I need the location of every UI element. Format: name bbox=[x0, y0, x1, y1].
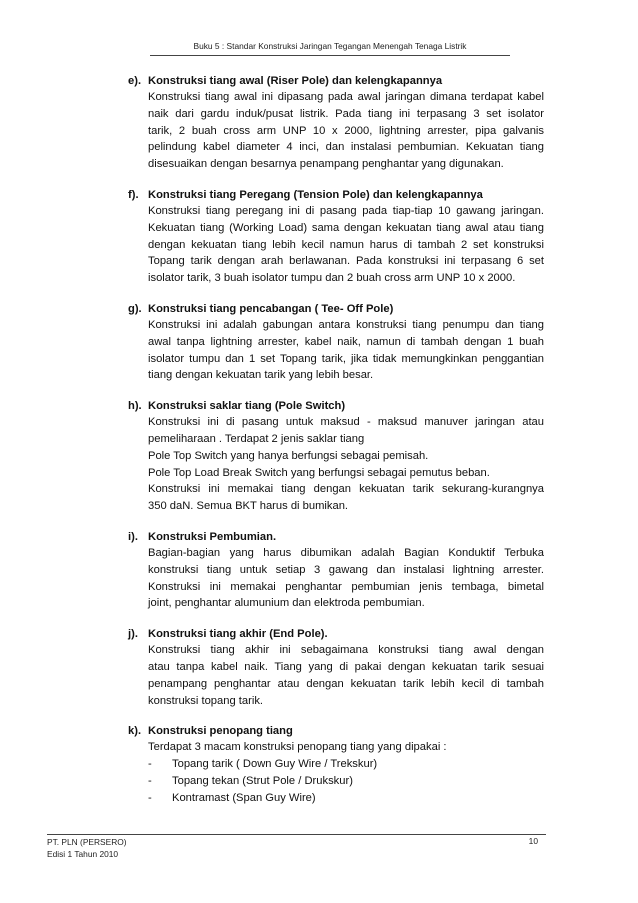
section-label: j). bbox=[128, 628, 138, 641]
running-header: Buku 5 : Standar Konstruksi Jaringan Tegangan Menengah Tenaga Listrik bbox=[150, 41, 510, 56]
footer-company: PT. PLN (PERSERO) bbox=[47, 837, 127, 847]
dash-marker: - bbox=[148, 791, 152, 804]
body-line: Pole Top Load Break Switch yang berfungsi sebagai pemutus beban. bbox=[148, 466, 490, 479]
body-line: konstruksi topang tarik. bbox=[148, 694, 264, 707]
section-i bbox=[128, 529, 544, 612]
body-line: Konstruksi tiang peregang ini di pasang pada tiap-tiap 10 gawang jaringan. bbox=[148, 204, 544, 217]
body-line: Konstruksi ini adalah gabungan antara konstruksi tiang penumpu dan tiang bbox=[148, 318, 544, 331]
body-line: pelindung kabel diameter 4 inci, dan instalasi pembumian. Kekuatan tiang bbox=[148, 141, 544, 154]
body-line: naik dari gardu induk/pusat listrik. Pada tiang ini terpasang 3 set isolator bbox=[148, 107, 544, 120]
body-line: atau tanpa kabel naik. Tiang yang di pakai dengan kekuatan tarik sesuai bbox=[148, 660, 544, 673]
page-number: 10 bbox=[528, 836, 538, 846]
section-label: f). bbox=[128, 188, 139, 201]
section-title: Konstruksi tiang awal (Riser Pole) dan kelengkapannya bbox=[148, 75, 443, 87]
section-body bbox=[128, 89, 544, 173]
section-h bbox=[128, 398, 544, 515]
body-line: Bagian-bagian yang harus dibumikan adalah Bagian Konduktif Terbuka bbox=[148, 546, 544, 559]
section-body bbox=[128, 642, 544, 709]
body-line: disesuaikan dengan besarnya penampang penghantar yang digunakan. bbox=[148, 158, 504, 171]
footer-edition: Edisi 1 Tahun 2010 bbox=[47, 849, 119, 859]
body-line: Terdapat 3 macam konstruksi penopang tiang yang dipakai : bbox=[148, 741, 447, 754]
section-j bbox=[128, 626, 544, 709]
section-heading bbox=[128, 301, 544, 317]
body-line: Konstruksi ini memakai tiang dengan kekuatan tarik sekurang-kurangnya bbox=[148, 483, 544, 496]
section-title: Konstruksi tiang Peregang (Tension Pole) dan kelengkapannya bbox=[148, 188, 483, 201]
body-line: joint, penghantar alumunium dan elektroda pembumian. bbox=[148, 597, 425, 610]
body-line: tarik, 2 buah cross arm UNP 10 x 2000, lightning arrester, pipa galvanis bbox=[148, 124, 544, 137]
body-line: dengan kekuatan tiang lebih kecil namun harus di tambah 2 set konstruksi bbox=[148, 238, 544, 251]
section-label: e). bbox=[128, 75, 142, 87]
list-item-text: Kontramast (Span Guy Wire) bbox=[172, 791, 316, 804]
section-heading bbox=[128, 723, 544, 739]
section-g bbox=[128, 301, 544, 384]
section-body bbox=[128, 317, 544, 384]
section-body bbox=[128, 414, 544, 515]
body-line: Topang tarik dengan arah berlawanan. Pada konstruksi ini terpasang 6 set bbox=[148, 255, 544, 268]
section-label: g). bbox=[128, 302, 142, 315]
document-body bbox=[128, 73, 544, 821]
body-line: Kekuatan tiang (Working Load) sama dengan kekuatan tiang awal atau tiang bbox=[148, 221, 544, 234]
list-item bbox=[148, 790, 544, 807]
body-line: tiang dengan kekuatan tarik yang lebih besar. bbox=[148, 369, 374, 382]
body-line: Pole Top Switch yang hanya berfungsi sebagai pemisah. bbox=[148, 449, 429, 462]
list-item-text: Topang tekan (Strut Pole / Drukskur) bbox=[172, 774, 353, 787]
section-label: i). bbox=[128, 530, 138, 543]
section-title: Konstruksi saklar tiang (Pole Switch) bbox=[148, 400, 346, 413]
list-item-text: Topang tarik ( Down Guy Wire / Trekskur) bbox=[172, 758, 378, 771]
section-body bbox=[128, 739, 544, 806]
list-item bbox=[148, 756, 544, 773]
body-line: penampang penghantar atau dengan kekuatan tarik lebih kecil di tambah bbox=[148, 677, 544, 690]
body-line: konstruksi tiang untuk setiap 3 gawang dan instalasi lightning arrester. bbox=[148, 563, 544, 576]
section-title: Konstruksi penopang tiang bbox=[148, 725, 293, 738]
body-line: awal tanpa lightning arrester, kabel naik, namun di tambah dengan 1 buah bbox=[148, 335, 544, 348]
footer-info bbox=[47, 836, 127, 860]
body-line: isolator tumpu dan 1 set Topang tarik, jika tidak memungkinkan penggantian bbox=[148, 352, 544, 365]
section-title: Konstruksi tiang akhir (End Pole). bbox=[148, 628, 328, 641]
section-e bbox=[128, 73, 544, 173]
section-title: Konstruksi Pembumian. bbox=[148, 530, 277, 543]
section-heading bbox=[128, 398, 544, 414]
section-heading bbox=[128, 529, 544, 545]
section-title: Konstruksi tiang pencabangan ( Tee- Off Pole) bbox=[148, 302, 394, 315]
dash-marker: - bbox=[148, 774, 152, 787]
section-body bbox=[128, 545, 544, 612]
body-line: isolator tarik, 3 buah isolator tumpu dan 2 buah cross arm UNP 10 x 2000. bbox=[148, 272, 516, 285]
section-k bbox=[128, 723, 544, 806]
body-line: Konstruksi tiang akhir ini sebagaimana konstruksi tiang awal dengan bbox=[148, 644, 544, 657]
dash-marker: - bbox=[148, 758, 152, 771]
body-line: Konstruksi ini di pasang untuk maksud - maksud manuver jaringan atau bbox=[148, 416, 544, 429]
list-item bbox=[148, 773, 544, 790]
body-line: pemeliharaan . Terdapat 2 jenis saklar tiang bbox=[148, 432, 365, 445]
body-line: 350 daN. Semua BKT harus di bumikan. bbox=[148, 500, 349, 513]
section-f bbox=[128, 187, 544, 287]
section-label: k). bbox=[128, 725, 142, 738]
section-heading bbox=[128, 73, 544, 89]
body-line: Konstruksi tiang awal ini dipasang pada awal jaringan dimana terdapat kabel bbox=[148, 91, 544, 103]
section-label: h). bbox=[128, 400, 142, 413]
section-heading bbox=[128, 187, 544, 203]
section-body bbox=[128, 203, 544, 287]
body-line: Konstruksi ini memakai penghantar pembumian jenis tembaga, bimetal bbox=[148, 580, 544, 593]
footer-divider bbox=[47, 834, 546, 835]
section-heading bbox=[128, 626, 544, 642]
